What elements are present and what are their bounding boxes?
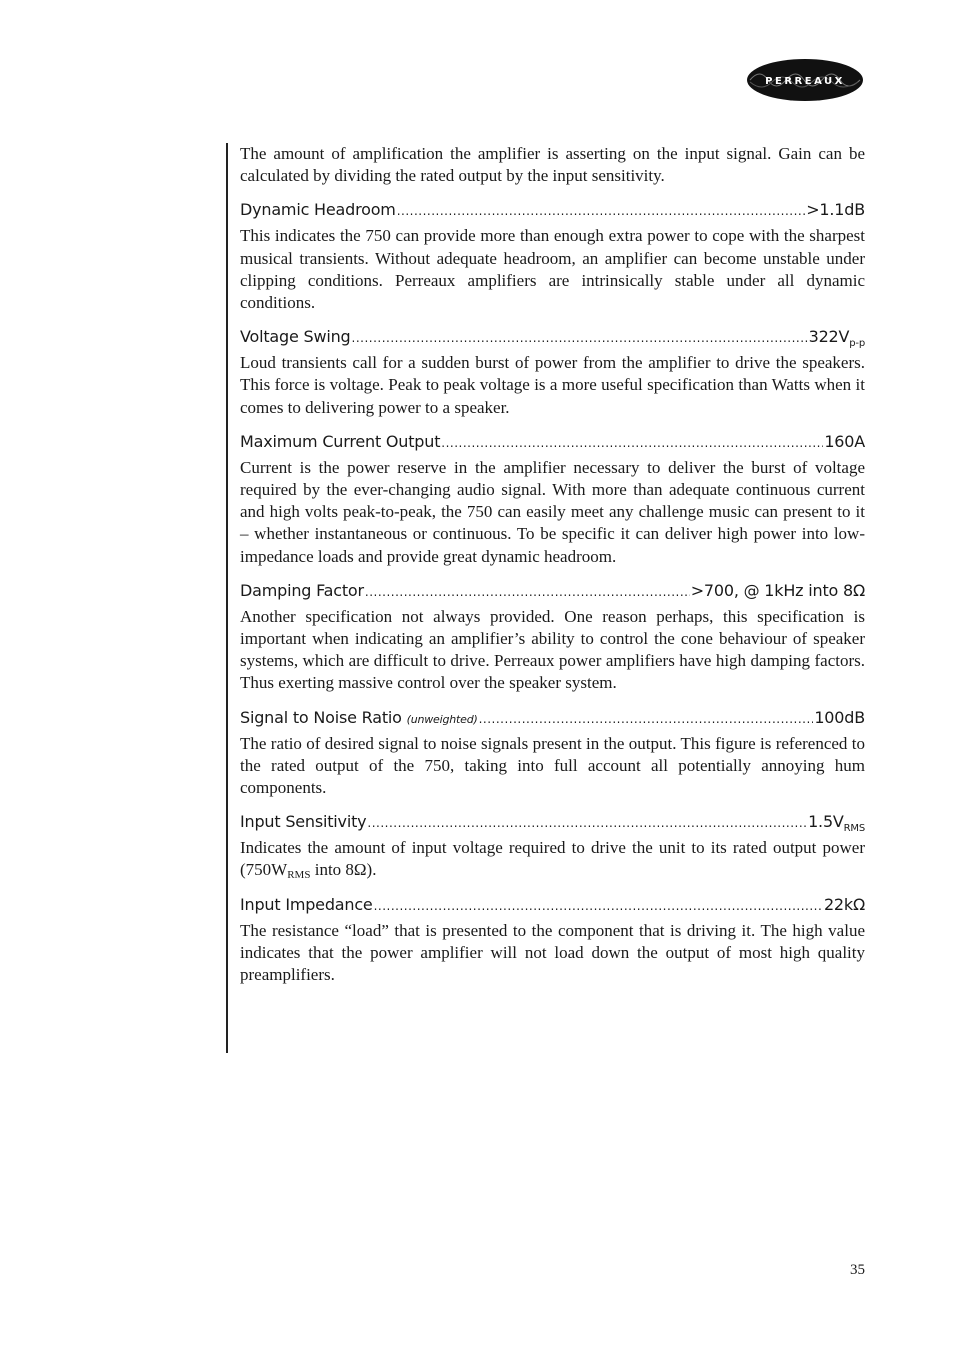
spec-value: >1.1dB bbox=[806, 200, 865, 220]
spec-description: Loud transients call for a sudden burst of power from the amplifier to drive the speakers. This force is voltage. Peak to peak voltage is a more useful specification than Watts when it comes to delivering power to a speaker. bbox=[240, 353, 865, 417]
spec-description: Current is the power reserve in the amplifier necessary to deliver the burst of voltage required by the ever-changing audio signal. With more than adequate continuous current and high volts peak-to-peak, the 750 can easily meet any challenge music can present to it – whether instantaneous or continuous. To be specific it can deliver high power into low-impedance loads and provide great dynamic headroom. bbox=[240, 457, 865, 566]
leader-dots bbox=[397, 204, 806, 218]
leader-dots bbox=[367, 816, 807, 830]
spec-input-impedance bbox=[240, 895, 865, 914]
spec-label: Maximum Current Output bbox=[240, 431, 441, 451]
spec-description: The resistance “load” that is presented to the component that is driving it. The high value indicates that the power amplifier will not load down the output of most high quality preamplifiers. bbox=[240, 920, 865, 985]
spec-max-current-output bbox=[240, 432, 865, 451]
spec-description: The ratio of desired signal to noise signals present in the output. This figure is referenced to the rated output of the 750, taking into full account all potentially annoying hum components. bbox=[240, 733, 865, 798]
intro-paragraph: The amount of amplification the amplifier is asserting on the input signal. Gain can be calculated by dividing the rated output by the input sensitivity. bbox=[240, 144, 865, 186]
perreaux-logo bbox=[746, 58, 864, 102]
spec-value: >700, @ 1kHz into 8Ω bbox=[690, 580, 865, 600]
spec-content bbox=[240, 143, 865, 986]
spec-value-subscript: p-p bbox=[849, 338, 865, 350]
spec-voltage-swing bbox=[240, 327, 865, 350]
spec-description: Another specification not always provided. One reason perhaps, this specification is important when indicating an amplifier’s ability to control the cone behaviour of speaker systems, which are difficult to drive. Perreaux power amplifiers have high damping factors. Thus exerting massive control over the speaker system. bbox=[240, 606, 865, 693]
leader-dots bbox=[479, 712, 814, 726]
spec-signal-to-noise bbox=[240, 708, 865, 727]
spec-description: This indicates the 750 can provide more than enough extra power to cope with the sharpest musical transients. Without adequate headroom, an amplifier can become unstable under clipping conditions. Perreaux amplifiers are intrinsically stable under all dynamic conditions. bbox=[240, 226, 865, 313]
spec-label: Voltage Swing bbox=[240, 327, 351, 347]
spec-label: Input Sensitivity bbox=[240, 812, 367, 832]
leader-dots bbox=[365, 585, 690, 599]
left-margin-rule bbox=[226, 143, 228, 1053]
spec-value: $1.5V_{RMS}$ bbox=[808, 812, 865, 835]
spec-input-sensitivity bbox=[240, 812, 865, 835]
spec-label-note: (unweighted) bbox=[406, 712, 478, 726]
spec-value: $322V_{p-p}$ bbox=[808, 327, 865, 350]
page-number: 35 bbox=[850, 1262, 865, 1278]
spec-value: 160A bbox=[824, 431, 865, 451]
spec-description: Indicates the amount of input voltage required to drive the unit to its rated output power ($750W_{RMS}$ into 8Ω). bbox=[240, 838, 865, 882]
leader-dots bbox=[441, 436, 823, 450]
spec-value: 100dB bbox=[814, 707, 865, 727]
spec-label: Dynamic Headroom bbox=[240, 200, 396, 220]
leader-dots bbox=[352, 331, 808, 345]
spec-value-subscript: RMS bbox=[843, 823, 865, 835]
spec-label: Input Impedance bbox=[240, 894, 373, 914]
spec-label: Signal to Noise Ratio (unweighted) bbox=[240, 707, 478, 727]
spec-damping-factor bbox=[240, 581, 865, 600]
spec-value: 22kΩ bbox=[823, 894, 865, 914]
leader-dots bbox=[374, 899, 823, 913]
logo-text: PERREAUX bbox=[765, 76, 845, 87]
spec-label: Damping Factor bbox=[240, 580, 364, 600]
spec-dynamic-headroom bbox=[240, 200, 865, 219]
